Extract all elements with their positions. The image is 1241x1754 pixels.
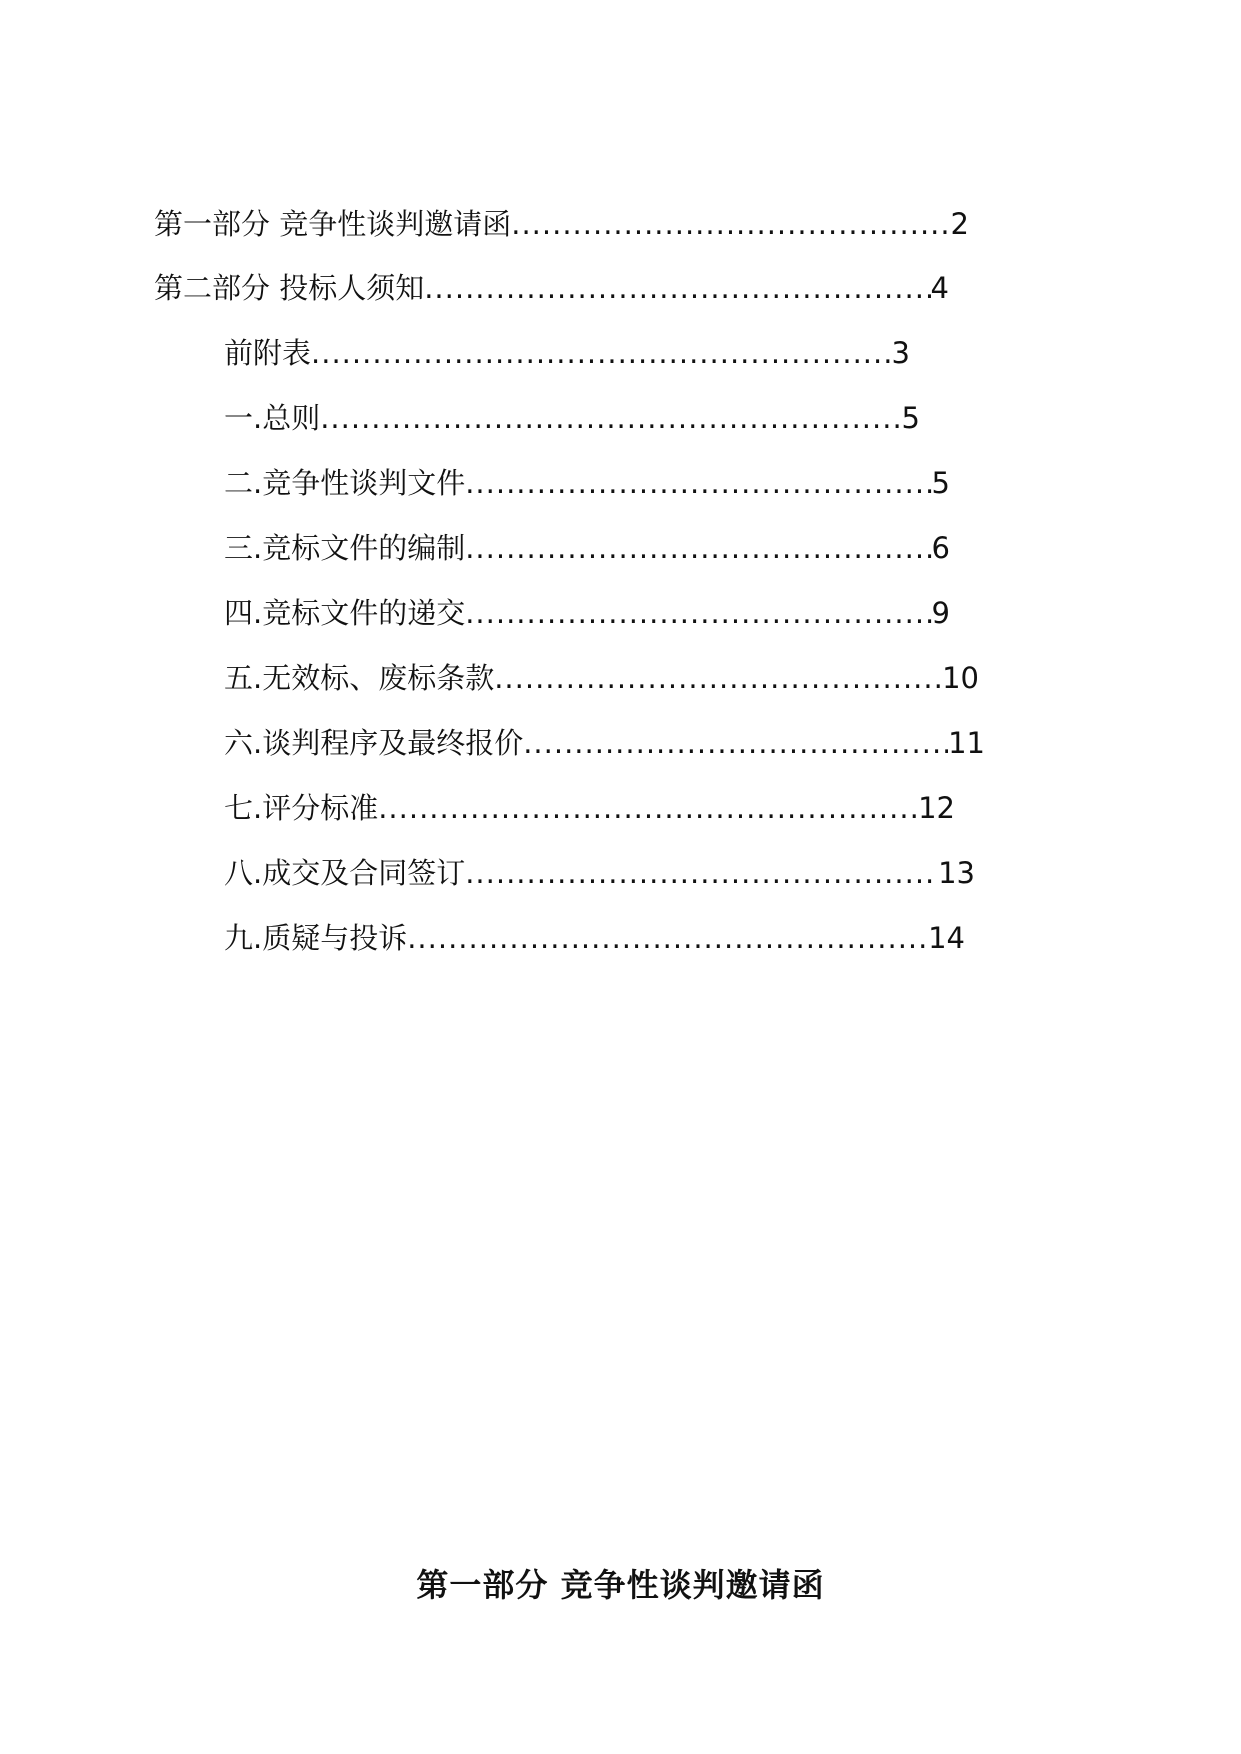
toc-leader-dots [465,591,931,635]
section-heading: 第一部分 竞争性谈判邀请函 [416,1566,825,1604]
toc-entry-page: 5 [931,466,950,500]
toc-entry-page: 4 [930,271,949,305]
toc-entry-page: 11 [948,726,985,760]
toc-leader-dots [465,851,938,895]
toc-entry-label: 七.评分标准 [224,791,379,825]
toc-leader-dots [378,786,918,830]
toc-entry-label: 五.无效标、废标条款 [224,661,495,695]
toc-entry-page: 9 [931,596,950,630]
toc-entry-label: 第一部分 竞争性谈判邀请函 [154,207,512,241]
toc-leader-dots [465,526,931,570]
toc-entry-page: 6 [931,531,950,565]
toc-entry-label: 三.竞标文件的编制 [224,531,466,565]
toc-entry-negotiation-procedure[interactable] [224,721,985,765]
toc-entry-label: 八.成交及合同签订 [224,856,466,890]
toc-leader-dots [494,656,942,700]
toc-entry-general[interactable] [224,396,920,440]
toc-leader-dots [511,202,950,246]
toc-entry-scoring-criteria[interactable] [224,786,955,830]
toc-entry-negotiation-documents[interactable] [224,461,950,505]
toc-entry-page: 13 [938,856,975,890]
toc-entry-page: 5 [901,401,920,435]
toc-entry-label: 二.竞争性谈判文件 [224,466,466,500]
toc-entry-page: 2 [950,207,969,241]
toc-entry-part-one[interactable] [154,202,969,246]
toc-leader-dots [320,396,901,440]
toc-leader-dots [311,331,892,375]
toc-entry-label: 六.谈判程序及最终报价 [224,726,524,760]
toc-leader-dots [407,916,928,960]
toc-entry-bid-submission[interactable] [224,591,950,635]
toc-entry-label: 前附表 [224,336,312,370]
toc-entry-label: 一.总则 [224,401,321,435]
toc-entry-page: 3 [891,336,910,370]
toc-entry-page: 14 [928,921,965,955]
toc-leader-dots [523,721,948,765]
toc-entry-front-table[interactable] [224,331,910,375]
toc-entry-part-two[interactable] [154,266,949,310]
toc-leader-dots [424,266,930,310]
toc-entry-label: 第二部分 投标人须知 [154,271,425,305]
toc-entry-page: 10 [942,661,979,695]
toc-entry-page: 12 [918,791,955,825]
toc-entry-contract-signing[interactable] [224,851,975,895]
toc-leader-dots [465,461,931,505]
toc-entry-complaints[interactable] [224,916,965,960]
toc-entry-bid-preparation[interactable] [224,526,950,570]
toc-entry-label: 九.质疑与投诉 [224,921,408,955]
toc-entry-label: 四.竞标文件的递交 [224,596,466,630]
toc-entry-invalid-bid-clauses[interactable] [224,656,979,700]
